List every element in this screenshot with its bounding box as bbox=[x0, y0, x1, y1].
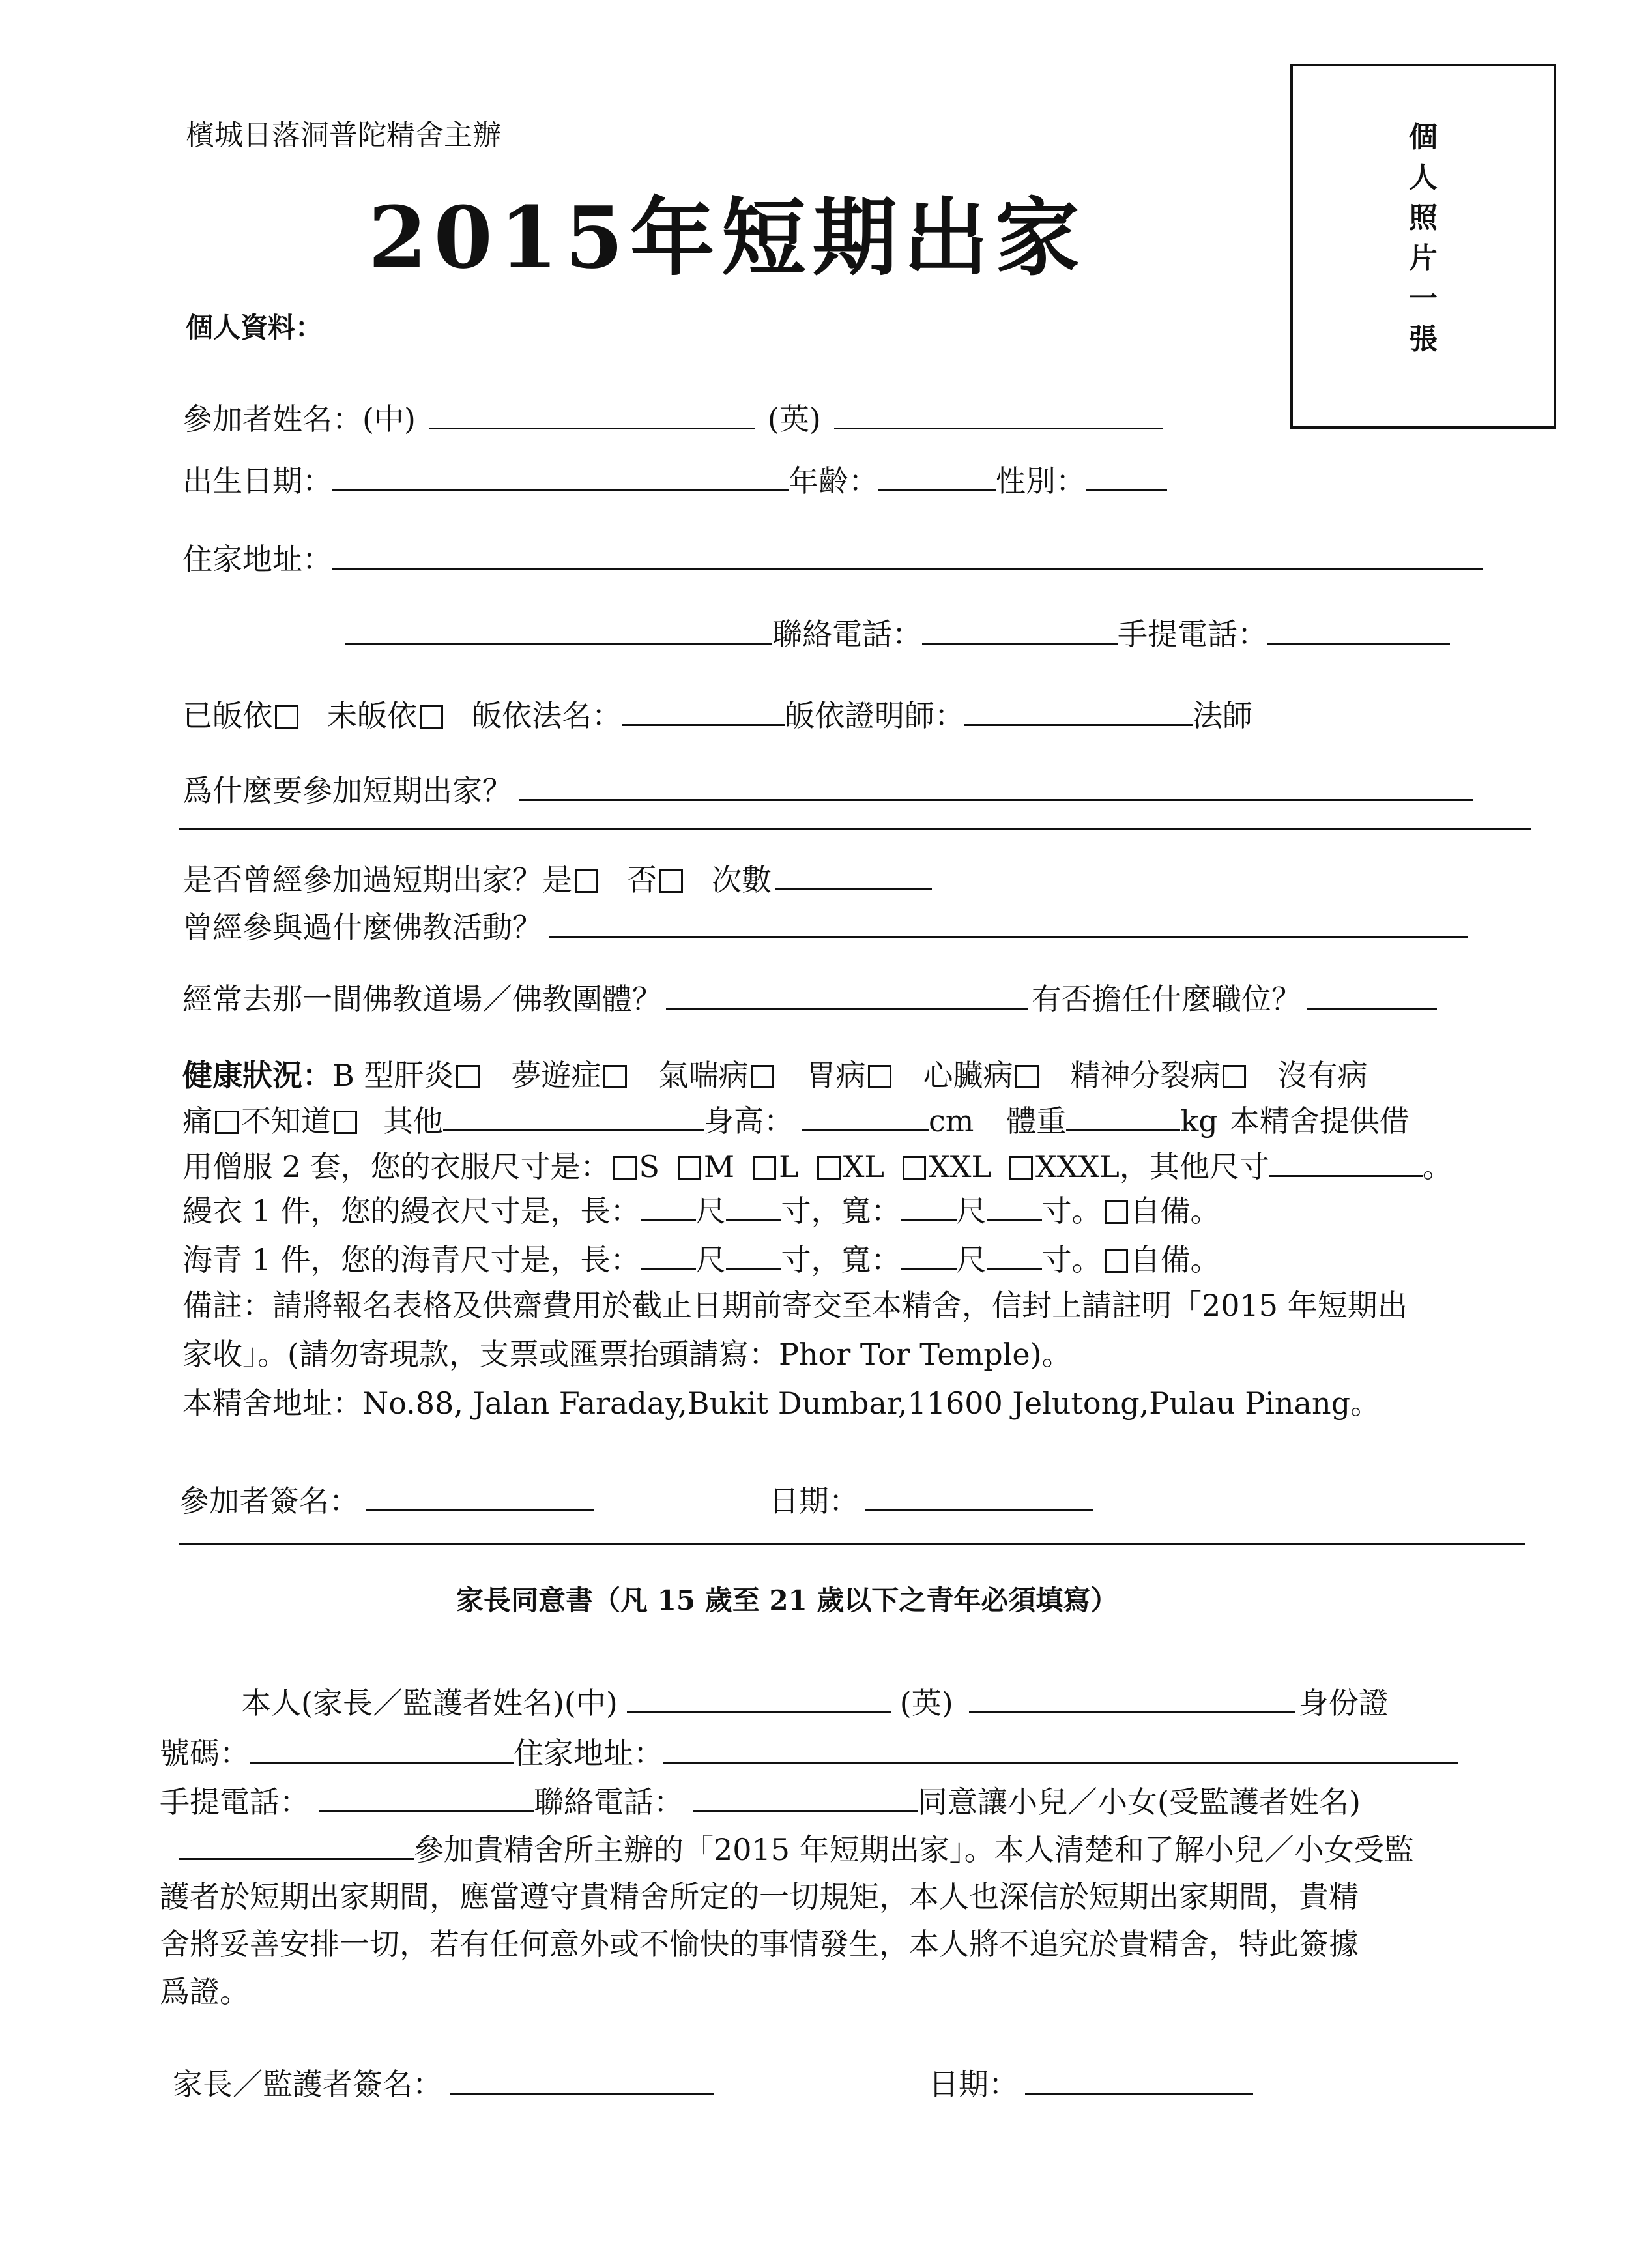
stomach-checkbox[interactable] bbox=[868, 1065, 891, 1088]
guardian-name-cn-label: 本人(家長／監護者姓名)(中) bbox=[241, 1685, 618, 1721]
address-field-1[interactable] bbox=[332, 542, 1483, 570]
name-en-label: (英) bbox=[767, 401, 821, 437]
ward-name-field[interactable] bbox=[179, 1832, 414, 1860]
robe1-length-chi[interactable] bbox=[641, 1193, 696, 1221]
other-size-label: ，其他尺寸 bbox=[1119, 1149, 1269, 1184]
schizophrenia-checkbox[interactable] bbox=[1223, 1065, 1246, 1088]
size-s-checkbox[interactable] bbox=[613, 1156, 637, 1180]
participant-sign-field[interactable] bbox=[366, 1483, 594, 1511]
no-illness-checkbox[interactable] bbox=[215, 1111, 239, 1134]
size-label: XL bbox=[843, 1149, 884, 1184]
row-robe-1 bbox=[182, 1193, 1221, 1229]
participant-date-field[interactable] bbox=[865, 1483, 1093, 1511]
row-temple bbox=[182, 981, 1437, 1017]
id-label: 身份證 bbox=[1298, 1685, 1389, 1721]
temple-address: 本精舍地址：No.88, Jalan Faraday,Bukit Dumbar,11600 Jelutong,Pulau Pinang。 bbox=[182, 1386, 1381, 1421]
asthma-checkbox[interactable] bbox=[751, 1065, 774, 1088]
row-robe-2 bbox=[182, 1242, 1221, 1278]
period: 。 bbox=[1422, 1149, 1453, 1184]
guardian-address-label: 住家地址： bbox=[514, 1736, 663, 1771]
contact-phone-field[interactable] bbox=[922, 617, 1118, 645]
cun-end-label: 寸。 bbox=[1041, 1242, 1102, 1277]
no-illness-label: 沒有病 bbox=[1277, 1058, 1368, 1093]
attended-no-label: 否 bbox=[627, 862, 657, 897]
gender-label: 性別： bbox=[996, 463, 1086, 499]
row-participant-sign bbox=[179, 1483, 594, 1519]
master-suffix: 法師 bbox=[1193, 698, 1252, 733]
height-label: 身高： bbox=[704, 1103, 794, 1139]
height-unit: cm bbox=[929, 1103, 974, 1139]
guardian-name-cn-field[interactable] bbox=[627, 1685, 891, 1713]
guardian-date-field[interactable] bbox=[1025, 2067, 1253, 2095]
divider bbox=[179, 1543, 1525, 1545]
robe2-width-chi[interactable] bbox=[901, 1242, 957, 1270]
cun-label: 寸，寬： bbox=[781, 1193, 901, 1228]
chi-label: 尺 bbox=[695, 1193, 726, 1228]
attended-yes-checkbox[interactable] bbox=[575, 869, 598, 893]
refuge-master-field[interactable] bbox=[964, 698, 1193, 726]
other-illness-field[interactable] bbox=[443, 1103, 704, 1131]
age-field[interactable] bbox=[878, 463, 996, 491]
health-item-label: 夢遊症 bbox=[511, 1058, 601, 1093]
robe2-self-checkbox[interactable] bbox=[1105, 1249, 1128, 1273]
attended-no-checkbox[interactable] bbox=[659, 869, 683, 893]
chi-label: 尺 bbox=[695, 1242, 726, 1277]
photo-box-label: 個 人 照 片 一 張 bbox=[1409, 121, 1438, 356]
guardian-sign-field[interactable] bbox=[450, 2067, 714, 2095]
mobile-label: 手提電話： bbox=[1118, 617, 1267, 652]
guardian-date-label: 日期： bbox=[929, 2067, 1019, 2102]
consent-title: 家長同意書（凡 15 歲至 21 歲以下之青年必須填寫） bbox=[456, 1584, 1118, 1616]
guardian-name-en-field[interactable] bbox=[969, 1685, 1295, 1713]
guardian-name-en-label: (英) bbox=[899, 1685, 953, 1721]
notes-line-1: 備註：請將報名表格及供齋費用於截止日期前寄交至本精舍，信封上請註明「2015 年短期出 bbox=[182, 1288, 1408, 1323]
health-item-label: 氣喘病 bbox=[658, 1058, 749, 1093]
chi-label: 尺 bbox=[956, 1193, 987, 1228]
row-activities bbox=[182, 909, 1468, 946]
participant-date-label: 日期： bbox=[769, 1483, 859, 1519]
temple-label: 經常去那一間佛教道場／佛教團體？ bbox=[182, 981, 662, 1017]
activities-label: 曾經參與過什麼佛教活動？ bbox=[182, 910, 542, 945]
robe1-self-checkbox[interactable] bbox=[1105, 1200, 1128, 1224]
row-health-1 bbox=[182, 1057, 1367, 1094]
health-item-label: B 型肝炎 bbox=[332, 1058, 454, 1093]
row-why bbox=[182, 772, 1473, 809]
robe2-length-cun[interactable] bbox=[726, 1242, 781, 1270]
name-cn-field[interactable] bbox=[429, 401, 755, 429]
consent-line-4 bbox=[179, 1831, 1414, 1868]
guardian-sign-label: 家長／監護者簽名： bbox=[173, 2067, 442, 2102]
row-health-2 bbox=[182, 1103, 1410, 1139]
refuge-yes-checkbox[interactable] bbox=[275, 705, 298, 729]
id-number-field[interactable] bbox=[250, 1736, 514, 1764]
row-refuge bbox=[182, 697, 1252, 734]
dob-label: 出生日期： bbox=[182, 463, 332, 499]
size-m-checkbox[interactable] bbox=[678, 1156, 701, 1180]
row-attended bbox=[182, 862, 932, 898]
id-number-label: 號碼： bbox=[160, 1736, 250, 1771]
size-label: XXL bbox=[928, 1149, 992, 1184]
guardian-address-field[interactable] bbox=[663, 1736, 1458, 1764]
robe1-width-chi[interactable] bbox=[901, 1193, 957, 1221]
temple-field[interactable] bbox=[666, 981, 1028, 1010]
position-field[interactable] bbox=[1307, 981, 1437, 1010]
size-label: M bbox=[704, 1149, 735, 1184]
row-dob bbox=[182, 463, 1167, 499]
size-label: S bbox=[639, 1149, 660, 1184]
other-size-field[interactable] bbox=[1269, 1149, 1423, 1177]
robe2-width-cun[interactable] bbox=[987, 1242, 1042, 1270]
consent-line-2 bbox=[160, 1735, 1458, 1771]
consent-text-4: 參加貴精舍所主辦的「2015 年短期出家」。本人清楚和了解小兒／小女受監 bbox=[414, 1832, 1414, 1867]
row-participant-date bbox=[769, 1483, 1093, 1519]
size-xl-checkbox[interactable] bbox=[817, 1156, 841, 1180]
notes-line-2: 家收」。(請勿寄現款，支票或匯票抬頭請寫：Phor Tor Temple)。 bbox=[182, 1337, 1072, 1372]
consent-line-7: 爲證。 bbox=[160, 1974, 250, 2009]
row-guardian-sign bbox=[173, 2066, 714, 2102]
chi-label: 尺 bbox=[956, 1242, 987, 1277]
size-xxxl-checkbox[interactable] bbox=[1009, 1156, 1033, 1180]
row-guardian-date bbox=[929, 2066, 1253, 2102]
size-label: XXXL bbox=[1035, 1149, 1120, 1184]
section-label-personal: 個人資料： bbox=[186, 312, 323, 343]
refuge-master-label: 皈依證明師： bbox=[785, 698, 964, 733]
dob-field[interactable] bbox=[332, 463, 789, 491]
attended-label: 是否曾經參加過短期出家？是 bbox=[182, 862, 572, 897]
size-xxl-checkbox[interactable] bbox=[903, 1156, 926, 1180]
unknown-label: 不知道 bbox=[241, 1103, 331, 1139]
height-field[interactable] bbox=[802, 1103, 929, 1131]
contact-phone-label: 聯絡電話： bbox=[772, 617, 922, 652]
cun-end-label: 寸。 bbox=[1041, 1193, 1102, 1228]
address-label: 住家地址： bbox=[182, 542, 332, 577]
times-label: 次數 bbox=[712, 862, 772, 897]
health-item-label: 胃病 bbox=[805, 1058, 866, 1093]
sleepwalking-checkbox[interactable] bbox=[603, 1065, 627, 1088]
unknown-checkbox[interactable] bbox=[334, 1111, 357, 1134]
age-label: 年齡： bbox=[789, 463, 878, 499]
weight-label: 體重 bbox=[1006, 1103, 1067, 1139]
robe2-length-chi[interactable] bbox=[641, 1242, 696, 1270]
heart-checkbox[interactable] bbox=[1015, 1065, 1039, 1088]
position-label: 有否擔任什麼職位？ bbox=[1032, 981, 1301, 1017]
why-label: 爲什麼要參加短期出家？ bbox=[182, 773, 512, 808]
health-item-label: 心臟病 bbox=[923, 1058, 1013, 1093]
weight-unit: kg bbox=[1180, 1103, 1218, 1139]
times-field[interactable] bbox=[775, 862, 932, 890]
ward-label: 同意讓小兒／小女(受監護者姓名) bbox=[918, 1784, 1361, 1820]
health-item-label: 精神分裂病 bbox=[1070, 1058, 1221, 1093]
name-cn-label: 參加者姓名：(中) bbox=[182, 401, 416, 437]
guardian-mobile-field[interactable] bbox=[319, 1784, 534, 1812]
health-label: 健康狀況： bbox=[182, 1058, 332, 1093]
hepatitis-checkbox[interactable] bbox=[456, 1065, 480, 1088]
refuge-no-label: 未皈依 bbox=[327, 698, 417, 733]
consent-line-6: 舍將妥善安排一切，若有任何意外或不愉快的事情發生，本人將不追究於貴精舍，特此簽據 bbox=[160, 1926, 1359, 1962]
robe2-label: 海青 1 件，您的海青尺寸是，長： bbox=[182, 1242, 641, 1277]
photo-box[interactable] bbox=[1290, 64, 1556, 429]
page-title: 2015年短期出家 bbox=[368, 188, 1086, 287]
size-label: L bbox=[779, 1149, 799, 1184]
no-illness-label-end: 痛 bbox=[182, 1103, 212, 1139]
refuge-no-checkbox[interactable] bbox=[420, 705, 443, 729]
row-name bbox=[182, 401, 1163, 437]
refuge-yes-label: 已皈依 bbox=[182, 698, 272, 733]
mobile-field[interactable] bbox=[1267, 617, 1450, 645]
self-prepared-label: 自備。 bbox=[1130, 1193, 1221, 1228]
size-l-checkbox[interactable] bbox=[753, 1156, 776, 1180]
consent-line-1 bbox=[241, 1685, 1389, 1721]
robe1-length-cun[interactable] bbox=[726, 1193, 781, 1221]
row-sizes bbox=[182, 1148, 1453, 1185]
activities-field[interactable] bbox=[549, 910, 1468, 938]
participant-sign-label: 參加者簽名： bbox=[179, 1483, 359, 1519]
row-phones bbox=[345, 616, 1450, 652]
address-field-2[interactable] bbox=[345, 617, 772, 645]
row-address bbox=[182, 541, 1483, 577]
cun-label: 寸，寬： bbox=[781, 1242, 901, 1277]
robe-text: 用僧服 2 套，您的衣服尺寸是： bbox=[182, 1149, 611, 1184]
weight-field[interactable] bbox=[1066, 1103, 1180, 1131]
guardian-phone-field[interactable] bbox=[693, 1784, 918, 1812]
guardian-phone-label: 聯絡電話： bbox=[534, 1784, 684, 1820]
provide-text: 本精舍提供借 bbox=[1229, 1103, 1410, 1139]
robe1-width-cun[interactable] bbox=[987, 1193, 1042, 1221]
why-field[interactable] bbox=[519, 773, 1473, 801]
robe1-label: 縵衣 1 件，您的縵衣尺寸是，長： bbox=[182, 1193, 641, 1228]
gender-field[interactable] bbox=[1086, 463, 1167, 491]
self-prepared-label: 自備。 bbox=[1130, 1242, 1221, 1277]
consent-line-5: 護者於短期出家期間，應當遵守貴精舍所定的一切規矩，本人也深信於短期出家期間，貴精 bbox=[160, 1879, 1359, 1914]
guardian-mobile-label: 手提電話： bbox=[160, 1784, 310, 1820]
dharma-name-field[interactable] bbox=[622, 698, 785, 726]
name-en-field[interactable] bbox=[834, 401, 1163, 429]
consent-line-3 bbox=[160, 1784, 1361, 1820]
other-label: 其他 bbox=[383, 1103, 443, 1139]
organizer-text: 檳城日落洞普陀精舍主辦 bbox=[186, 119, 501, 152]
dharma-name-label: 皈依法名： bbox=[472, 698, 622, 733]
divider bbox=[179, 828, 1531, 830]
